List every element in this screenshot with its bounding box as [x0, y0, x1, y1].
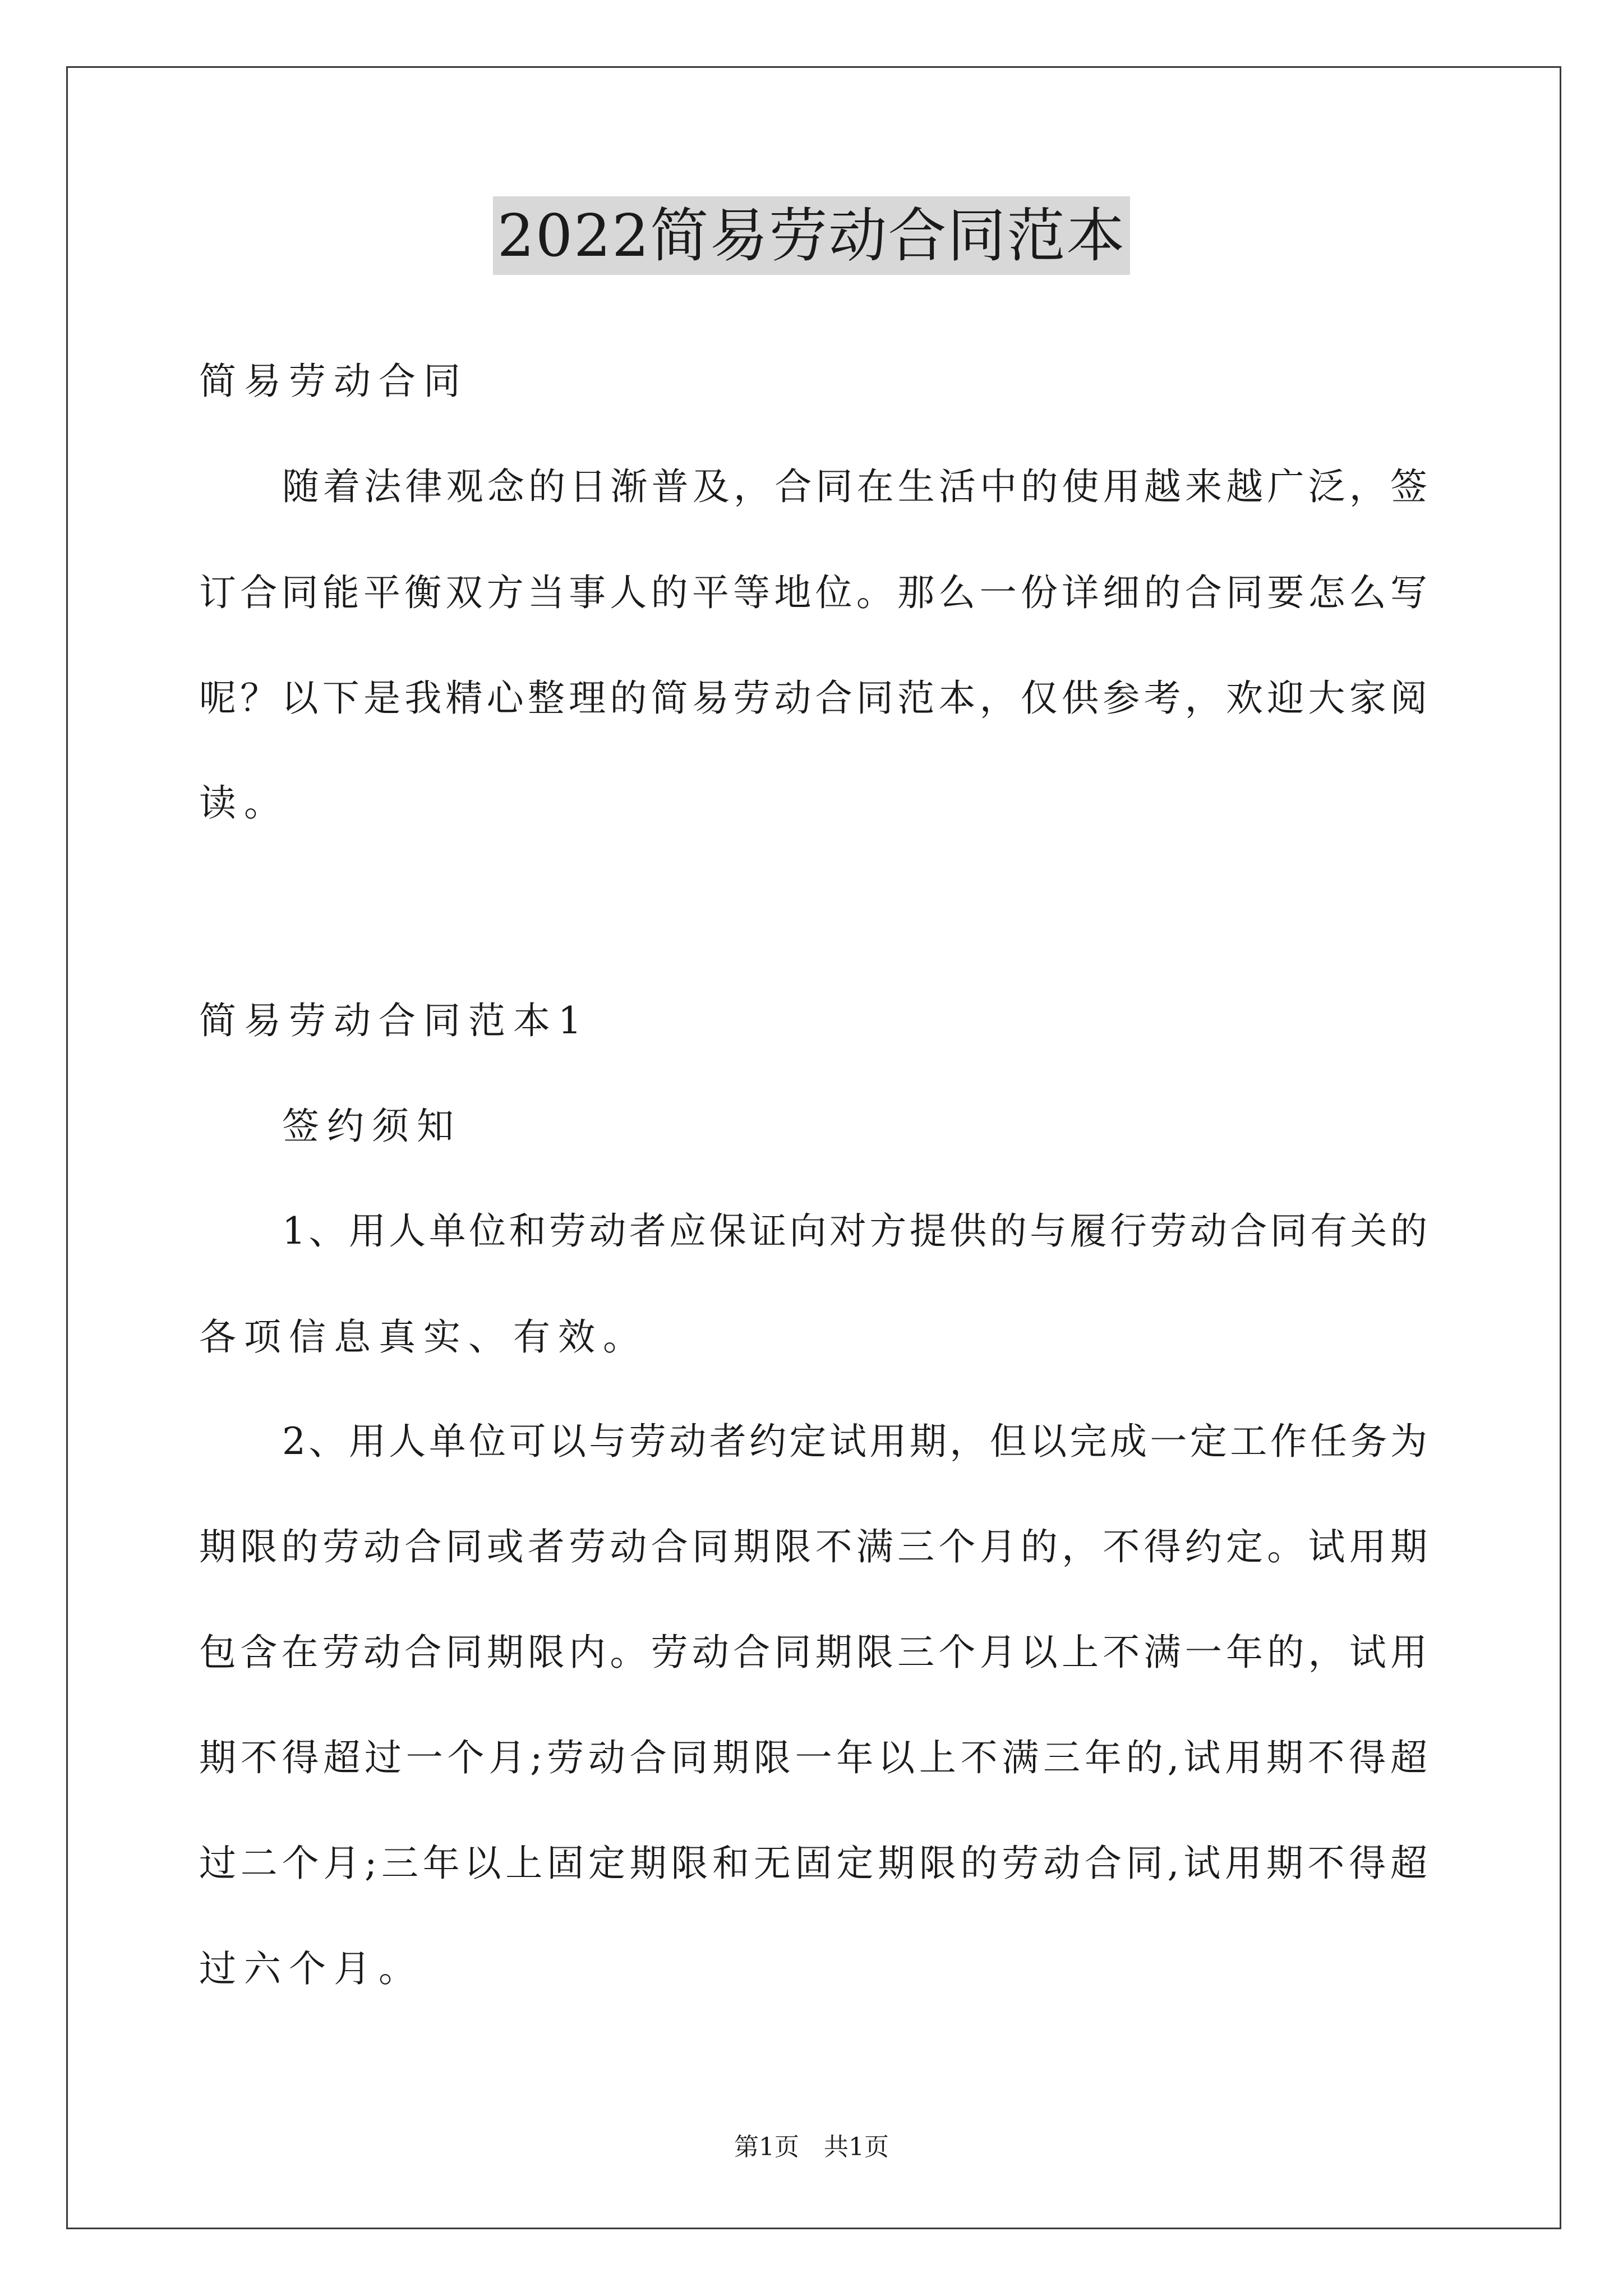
item1-line-2: 各项信息真实、有效。	[199, 1315, 648, 1359]
intro-line-3: 呢？以下是我精心整理的简易劳动合同范本，仅供参考，欢迎大家阅	[199, 677, 1427, 720]
page-footer: 第1页 共1页	[734, 2133, 889, 2161]
document-title: 2022简易劳动合同范本	[493, 196, 1131, 275]
item2-line-3: 包含在劳动合同期限内。劳动合同期限三个月以上不满一年的，试用	[199, 1631, 1427, 1674]
item2-line-4: 期不得超过一个月;劳动合同期限一年以上不满三年的,试用期不得超	[199, 1736, 1427, 1779]
item2-line-1: 2、用人单位可以与劳动者约定试用期，但以完成一定工作任务为	[282, 1420, 1427, 1463]
heading-contract-template-1: 简易劳动合同范本1	[199, 999, 589, 1042]
item2-line-2: 期限的劳动合同或者劳动合同期限不满三个月的，不得约定。试用期	[199, 1525, 1427, 1568]
item2-line-6: 过六个月。	[199, 1947, 423, 1990]
intro-line-2: 订合同能平衡双方当事人的平等地位。那么一份详细的合同要怎么写	[199, 571, 1427, 614]
section-title-signing-notice: 签约须知	[282, 1105, 462, 1148]
title-container	[0, 196, 1623, 275]
heading-simple-labor-contract: 简易劳动合同	[199, 360, 468, 403]
intro-line-1: 随着法律观念的日渐普及，合同在生活中的使用越来越广泛，签	[282, 465, 1427, 508]
item2-line-5: 过二个月;三年以上固定期限和无固定期限的劳动合同,试用期不得超	[199, 1842, 1427, 1885]
intro-line-4: 读。	[199, 781, 289, 825]
item1-line-1: 1、用人单位和劳动者应保证向对方提供的与履行劳动合同有关的	[282, 1209, 1427, 1253]
